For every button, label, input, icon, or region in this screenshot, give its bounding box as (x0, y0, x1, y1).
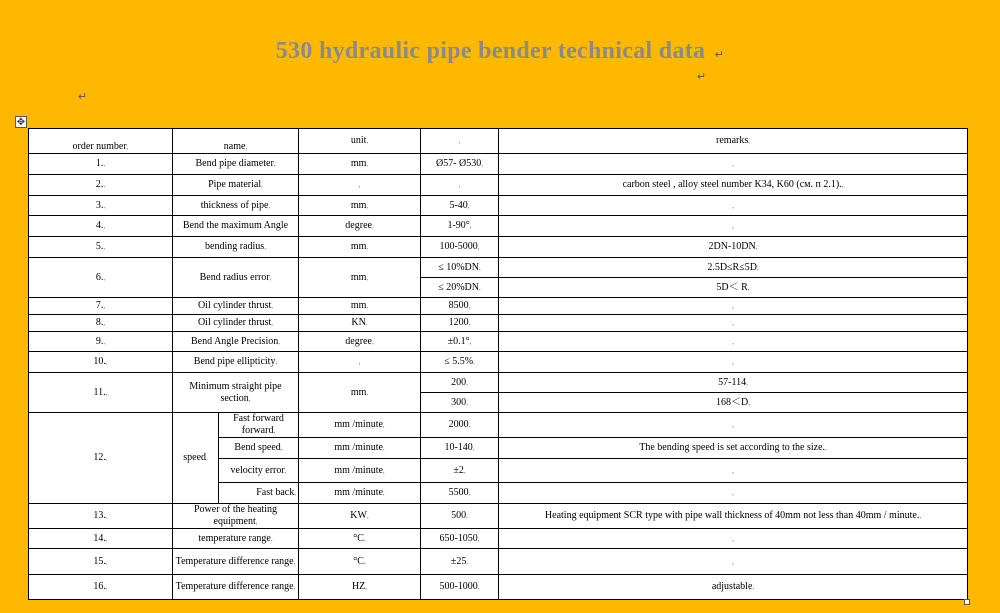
table-row (29, 216, 968, 237)
cell-order: 5., (29, 237, 173, 258)
paragraph-mark-icon: ↵ (697, 71, 707, 83)
cell-value: 5-40, (421, 196, 499, 216)
cell-unit: mm, (299, 258, 421, 298)
cell-name: Bend radius error, (173, 258, 299, 298)
cell-name: Minimum straight pipe section, (173, 373, 299, 413)
cell-remarks: , (499, 216, 968, 237)
cell-remarks: , (499, 196, 968, 216)
cell-value: ≤ 10%DN, (421, 258, 499, 278)
header-name: name, (173, 129, 299, 154)
cell-value: ±0.1°, (421, 332, 499, 352)
cell-subname: Bend speed, (219, 438, 299, 459)
cell-order: 16., (29, 575, 173, 600)
cell-value: 1-90°, (421, 216, 499, 237)
cell-value: 200, (421, 373, 499, 393)
paragraph-mark-icon: ↵ (711, 49, 725, 61)
cell-value: ≤ 5.5%, (421, 352, 499, 373)
cell-unit: KW, (299, 504, 421, 529)
cell-unit: mm /minute, (299, 438, 421, 459)
cell-unit: °C, (299, 529, 421, 549)
table-row (29, 298, 968, 315)
paragraph-mark-icon: ↵ (78, 91, 88, 103)
cell-name: speed, (173, 413, 219, 504)
cell-value: 100-5000, (421, 237, 499, 258)
cell-value: ±2, (421, 459, 499, 483)
cell-remarks: , (499, 315, 968, 332)
cell-name: Power of the heating equipment, (173, 504, 299, 529)
title-text: 530 hydraulic pipe bender technical data (275, 38, 706, 64)
cell-unit: HZ, (299, 575, 421, 600)
cell-remarks: The bending speed is set according to the size., (499, 438, 968, 459)
cell-value: ≤ 20%DN, (421, 278, 499, 298)
cell-name: Oil cylinder thrust, (173, 298, 299, 315)
cell-name: bending radius, (173, 237, 299, 258)
cell-order: 4., (29, 216, 173, 237)
table-row (29, 175, 968, 196)
table-row (29, 154, 968, 175)
cell-order: 13., (29, 504, 173, 529)
cell-subname: Fast back, (219, 483, 299, 504)
cell-unit: mm /minute, (299, 459, 421, 483)
cell-value: ±25, (421, 549, 499, 575)
cell-order: 14., (29, 529, 173, 549)
table-row (29, 504, 968, 529)
cell-remarks: 2.5D≤R≤5D, (499, 258, 968, 278)
cell-name: temperature range, (173, 529, 299, 549)
cell-subname: velocity error, (219, 459, 299, 483)
table-row (29, 413, 968, 438)
cell-remarks: 57-114, (499, 373, 968, 393)
cell-remarks: 5D＜ R, (499, 278, 968, 298)
cell-name: Bend pipe diameter, (173, 154, 299, 175)
cell-name: Bend Angle Precision, (173, 332, 299, 352)
cell-value: 650-1050, (421, 529, 499, 549)
cell-value: 300, (421, 393, 499, 413)
cell-unit: mm, (299, 373, 421, 413)
table-row (29, 373, 968, 393)
cell-value: 2000, (421, 413, 499, 438)
cell-name: Bend the maximum Angle (173, 216, 299, 237)
cell-name: Oil cylinder thrust, (173, 315, 299, 332)
cell-unit: , (299, 352, 421, 373)
cell-unit: mm, (299, 154, 421, 175)
cell-order: 7., (29, 298, 173, 315)
cell-unit: KN, (299, 315, 421, 332)
cell-order: 11., (29, 373, 173, 413)
header-unit: unit, (299, 129, 421, 154)
cell-value: 10-140, (421, 438, 499, 459)
cell-value: 1200, (421, 315, 499, 332)
cell-remarks: , (499, 413, 968, 438)
cell-remarks: , (499, 549, 968, 575)
cell-remarks: , (499, 154, 968, 175)
cell-name: Temperature difference range, (173, 549, 299, 575)
cell-value: Ø57- Ø530, (421, 154, 499, 175)
cell-order: 6., (29, 258, 173, 298)
cell-unit: °C, (299, 549, 421, 575)
table-row (29, 575, 968, 600)
table-row (29, 529, 968, 549)
cell-order: 15., (29, 549, 173, 575)
table-row (29, 237, 968, 258)
table-row (29, 315, 968, 332)
table-row (29, 549, 968, 575)
cell-unit: degree, (299, 332, 421, 352)
table-move-handle-icon[interactable]: ✥ (16, 117, 26, 128)
header-value: , (421, 129, 499, 154)
cell-remarks: , (499, 459, 968, 483)
header-remarks: remarks, (499, 129, 968, 154)
spec-table (28, 128, 968, 600)
cell-order: 10., (29, 352, 173, 373)
cell-order: 2., (29, 175, 173, 196)
cell-remarks: , (499, 529, 968, 549)
cell-value: 500, (421, 504, 499, 529)
cell-remarks: , (499, 483, 968, 504)
cell-order: 9., (29, 332, 173, 352)
cell-unit: mm, (299, 196, 421, 216)
cell-order: 8., (29, 315, 173, 332)
cell-name: Temperature difference range, (173, 575, 299, 600)
table-row (29, 332, 968, 352)
cell-remarks: 168＜D, (499, 393, 968, 413)
document-title (0, 38, 1000, 65)
header-order: order number, (29, 129, 173, 154)
cell-remarks: 2DN-10DN, (499, 237, 968, 258)
table-row (29, 352, 968, 373)
cell-remarks: carbon steel , alloy steel number K34, K60 (см. п 2.1)., (499, 175, 968, 196)
cell-name: thickness of pipe, (173, 196, 299, 216)
cell-unit: mm, (299, 298, 421, 315)
table-row (29, 258, 968, 278)
cell-order: 12., (29, 413, 173, 504)
cell-unit: mm /minute, (299, 413, 421, 438)
table-row (29, 196, 968, 216)
cell-remarks: , (499, 298, 968, 315)
cell-value: 8500, (421, 298, 499, 315)
cell-remarks: , (499, 332, 968, 352)
cell-value: 5500, (421, 483, 499, 504)
cell-remarks: , (499, 352, 968, 373)
cell-remarks: adjustable, (499, 575, 968, 600)
cell-value: , (421, 175, 499, 196)
cell-unit: , (299, 175, 421, 196)
cell-remarks: Heating equipment SCR type with pipe wall thickness of 40mm not less than 40mm / minute., (499, 504, 968, 529)
cell-name: Pipe material, (173, 175, 299, 196)
cell-unit: degree, (299, 216, 421, 237)
cell-order: 3., (29, 196, 173, 216)
cell-subname: Fast forward forward, (219, 413, 299, 438)
cell-order: 1., (29, 154, 173, 175)
table-header-row (29, 129, 968, 154)
table-resize-handle-icon[interactable] (964, 599, 970, 605)
cell-unit: mm, (299, 237, 421, 258)
cell-value: 500-1000, (421, 575, 499, 600)
cell-name: Bend pipe ellipticity, (173, 352, 299, 373)
cell-unit: mm /minute, (299, 483, 421, 504)
